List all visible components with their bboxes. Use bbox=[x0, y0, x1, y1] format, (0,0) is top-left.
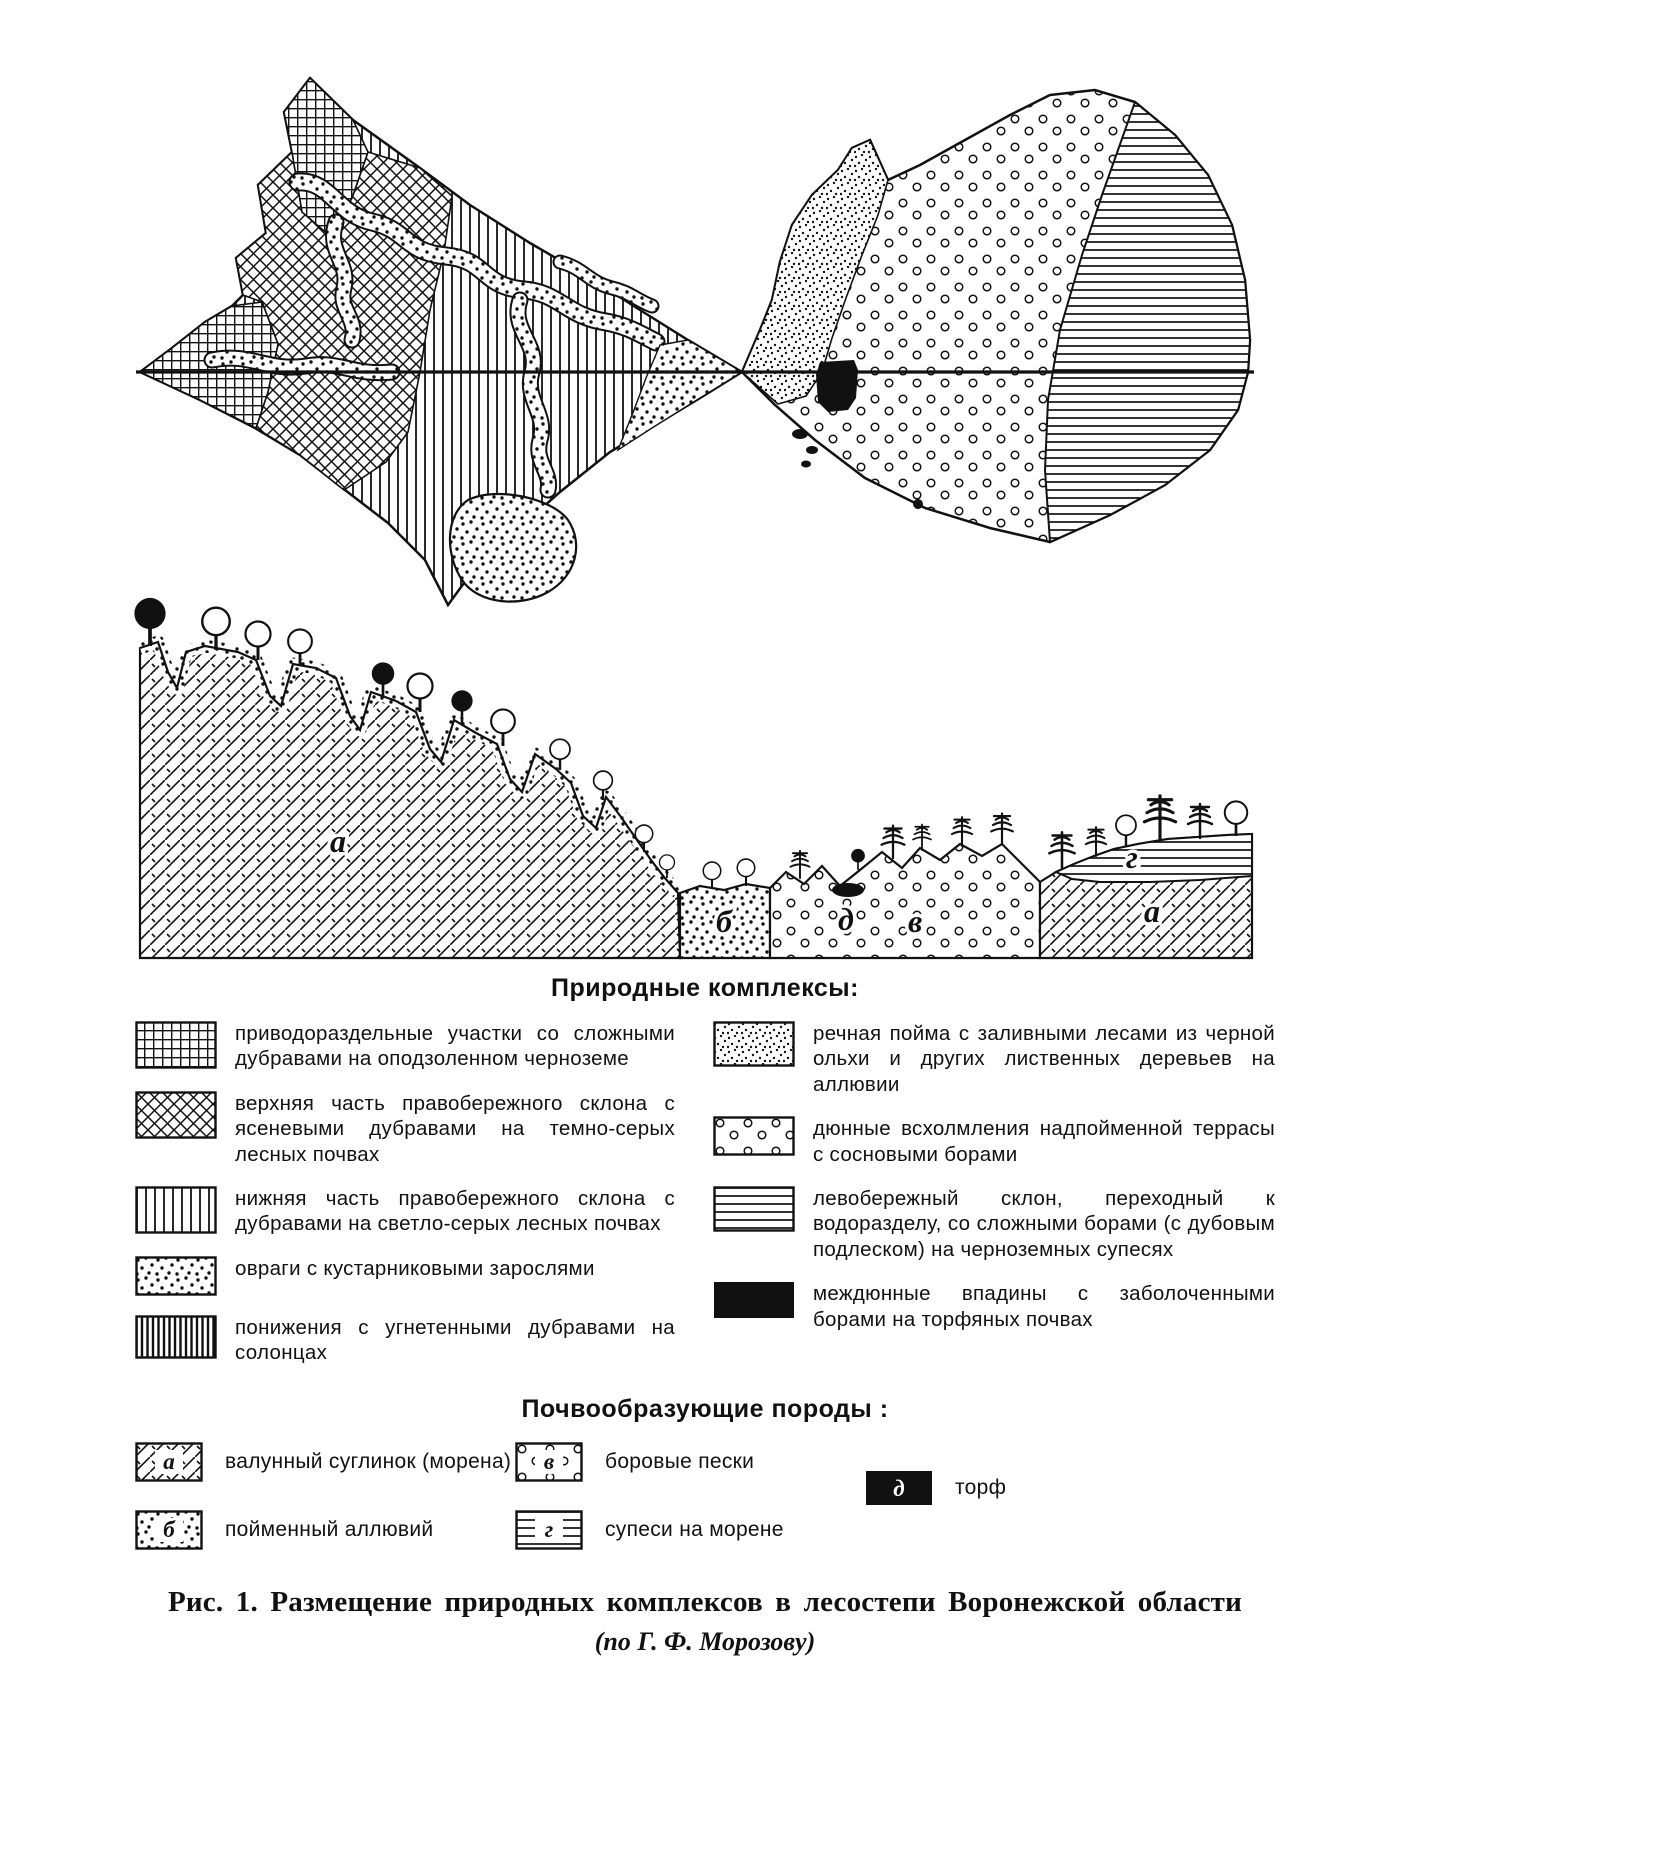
swatch-letter: д bbox=[893, 1475, 905, 1501]
legend2 bbox=[135, 1395, 1275, 1550]
swatch-letter: а bbox=[163, 1448, 175, 1474]
pine-tree-icon bbox=[1188, 804, 1212, 838]
profile-label-g: г bbox=[1126, 839, 1138, 875]
legend-item bbox=[713, 1281, 1275, 1332]
swatch-letter: в bbox=[543, 1448, 555, 1474]
solid-black-swatch bbox=[713, 1281, 795, 1319]
pine-tree-icon bbox=[991, 813, 1013, 844]
pine-tree-icon bbox=[1049, 832, 1074, 868]
profile-label-a-left: а bbox=[330, 823, 346, 859]
legend2-column-2 bbox=[515, 1442, 865, 1550]
legend1-left-column bbox=[135, 1021, 675, 1385]
legend-item bbox=[713, 1021, 1275, 1097]
legend-item bbox=[135, 1256, 675, 1296]
legend-item-text: верхняя часть правобережного склона с ясеневыми дубравами на темно-серых лесных почвах bbox=[235, 1091, 675, 1166]
legend-item-text: речная пойма с заливными лесами из черной ольхи и других лиственных деревьев на аллювии bbox=[813, 1022, 1275, 1096]
diagonal-hatch-swatch bbox=[135, 1442, 203, 1482]
legend-item bbox=[135, 1315, 675, 1366]
swatch-letter: г bbox=[544, 1516, 554, 1542]
profile-label-b: б bbox=[716, 903, 732, 939]
profile-peat-lens bbox=[832, 883, 864, 897]
solid-black-swatch bbox=[865, 1468, 933, 1508]
legend1-right-column bbox=[713, 1021, 1275, 1385]
legend-item bbox=[515, 1510, 865, 1550]
legend-item-text: овраги с кустарниковыми зарослями bbox=[235, 1256, 595, 1280]
deciduous-tree-icon bbox=[703, 862, 721, 889]
legend-item bbox=[135, 1091, 675, 1167]
legend1 bbox=[135, 1021, 1275, 1385]
legend-item bbox=[135, 1442, 515, 1482]
caption-line-2: (по Г. Ф. Морозову) bbox=[594, 1626, 816, 1656]
legend2-column-1 bbox=[135, 1442, 515, 1550]
legend-item bbox=[713, 1186, 1275, 1262]
deciduous-tree-icon bbox=[737, 859, 755, 886]
pine-tree-icon bbox=[913, 825, 931, 851]
profile-label-v: в bbox=[908, 903, 923, 939]
legend-item-text: боровые пески bbox=[605, 1450, 755, 1474]
circles-swatch bbox=[713, 1116, 795, 1156]
legend-item-text: междюнные впадины с заболоченными борами на торфяных почвах bbox=[813, 1282, 1275, 1331]
vertical-lines-swatch bbox=[135, 1186, 217, 1234]
legend-item-text: понижения с угнетенными дубравами на солонцах bbox=[235, 1315, 675, 1365]
fine-dots-swatch bbox=[713, 1021, 795, 1067]
dots-swatch bbox=[135, 1510, 203, 1550]
legend-item-text: левобережный склон, переходный к водоразделу, со сложными борами (с дубовым подлеском) на черноземных супесях bbox=[813, 1187, 1275, 1261]
legend-item bbox=[713, 1116, 1275, 1167]
profile-label-a-right: а bbox=[1144, 893, 1160, 929]
legend2-heading: Почвообразующие породы : bbox=[521, 1394, 889, 1423]
legend1-heading: Природные комплексы: bbox=[551, 974, 859, 1002]
terrain-profile bbox=[134, 598, 1252, 958]
grid-pattern-swatch bbox=[135, 1021, 217, 1069]
profile-label-d: д bbox=[838, 901, 854, 937]
legend-item-text: дюнные всхолмления надпойменной террасы с сосновыми борами bbox=[813, 1117, 1275, 1166]
legend-item-text: торф bbox=[955, 1476, 1007, 1500]
legend-item-text: супеси на морене bbox=[605, 1518, 784, 1542]
legend-item-text: пойменный аллювий bbox=[225, 1518, 434, 1542]
legend-item bbox=[135, 1510, 515, 1550]
legend2-column-3 bbox=[865, 1442, 1006, 1550]
map bbox=[136, 78, 1254, 605]
map-ravine-bottom-blob bbox=[450, 494, 576, 602]
circles-swatch bbox=[515, 1442, 583, 1482]
horizontal-lines-swatch bbox=[515, 1510, 583, 1550]
legend-item bbox=[135, 1021, 675, 1072]
legend-item bbox=[135, 1186, 675, 1237]
deciduous-tree-icon bbox=[1225, 801, 1248, 836]
legend-item-text: нижняя часть правобережного склона с дубравами на светло-серых лесных почвах bbox=[235, 1187, 675, 1236]
profile-trees-floodplain bbox=[703, 859, 755, 889]
horizontal-lines-swatch bbox=[713, 1186, 795, 1232]
legend-item-text: приводораздельные участки со сложными дубравами на оподзоленном черноземе bbox=[235, 1022, 675, 1071]
pine-tree-icon bbox=[790, 851, 809, 878]
caption-line-1: Рис. 1. Размещение природных комплексов в лесостепи Воронежской области bbox=[167, 1585, 1243, 1618]
profile-sandyloam-cap bbox=[1056, 834, 1252, 882]
pine-tree-icon bbox=[1144, 796, 1175, 840]
legend-item-text: валунный суглинок (морена) bbox=[225, 1450, 512, 1474]
figure-caption bbox=[135, 1586, 1275, 1657]
pine-tree-icon bbox=[952, 817, 972, 846]
legend-item bbox=[865, 1468, 1006, 1508]
diamond-crosshatch-swatch bbox=[135, 1091, 217, 1139]
legend-item bbox=[515, 1442, 865, 1482]
dots-swatch bbox=[135, 1256, 217, 1296]
profile-dunes bbox=[770, 844, 1040, 958]
dense-vertical-lines-swatch bbox=[135, 1315, 217, 1359]
swatch-letter: б bbox=[163, 1516, 175, 1542]
